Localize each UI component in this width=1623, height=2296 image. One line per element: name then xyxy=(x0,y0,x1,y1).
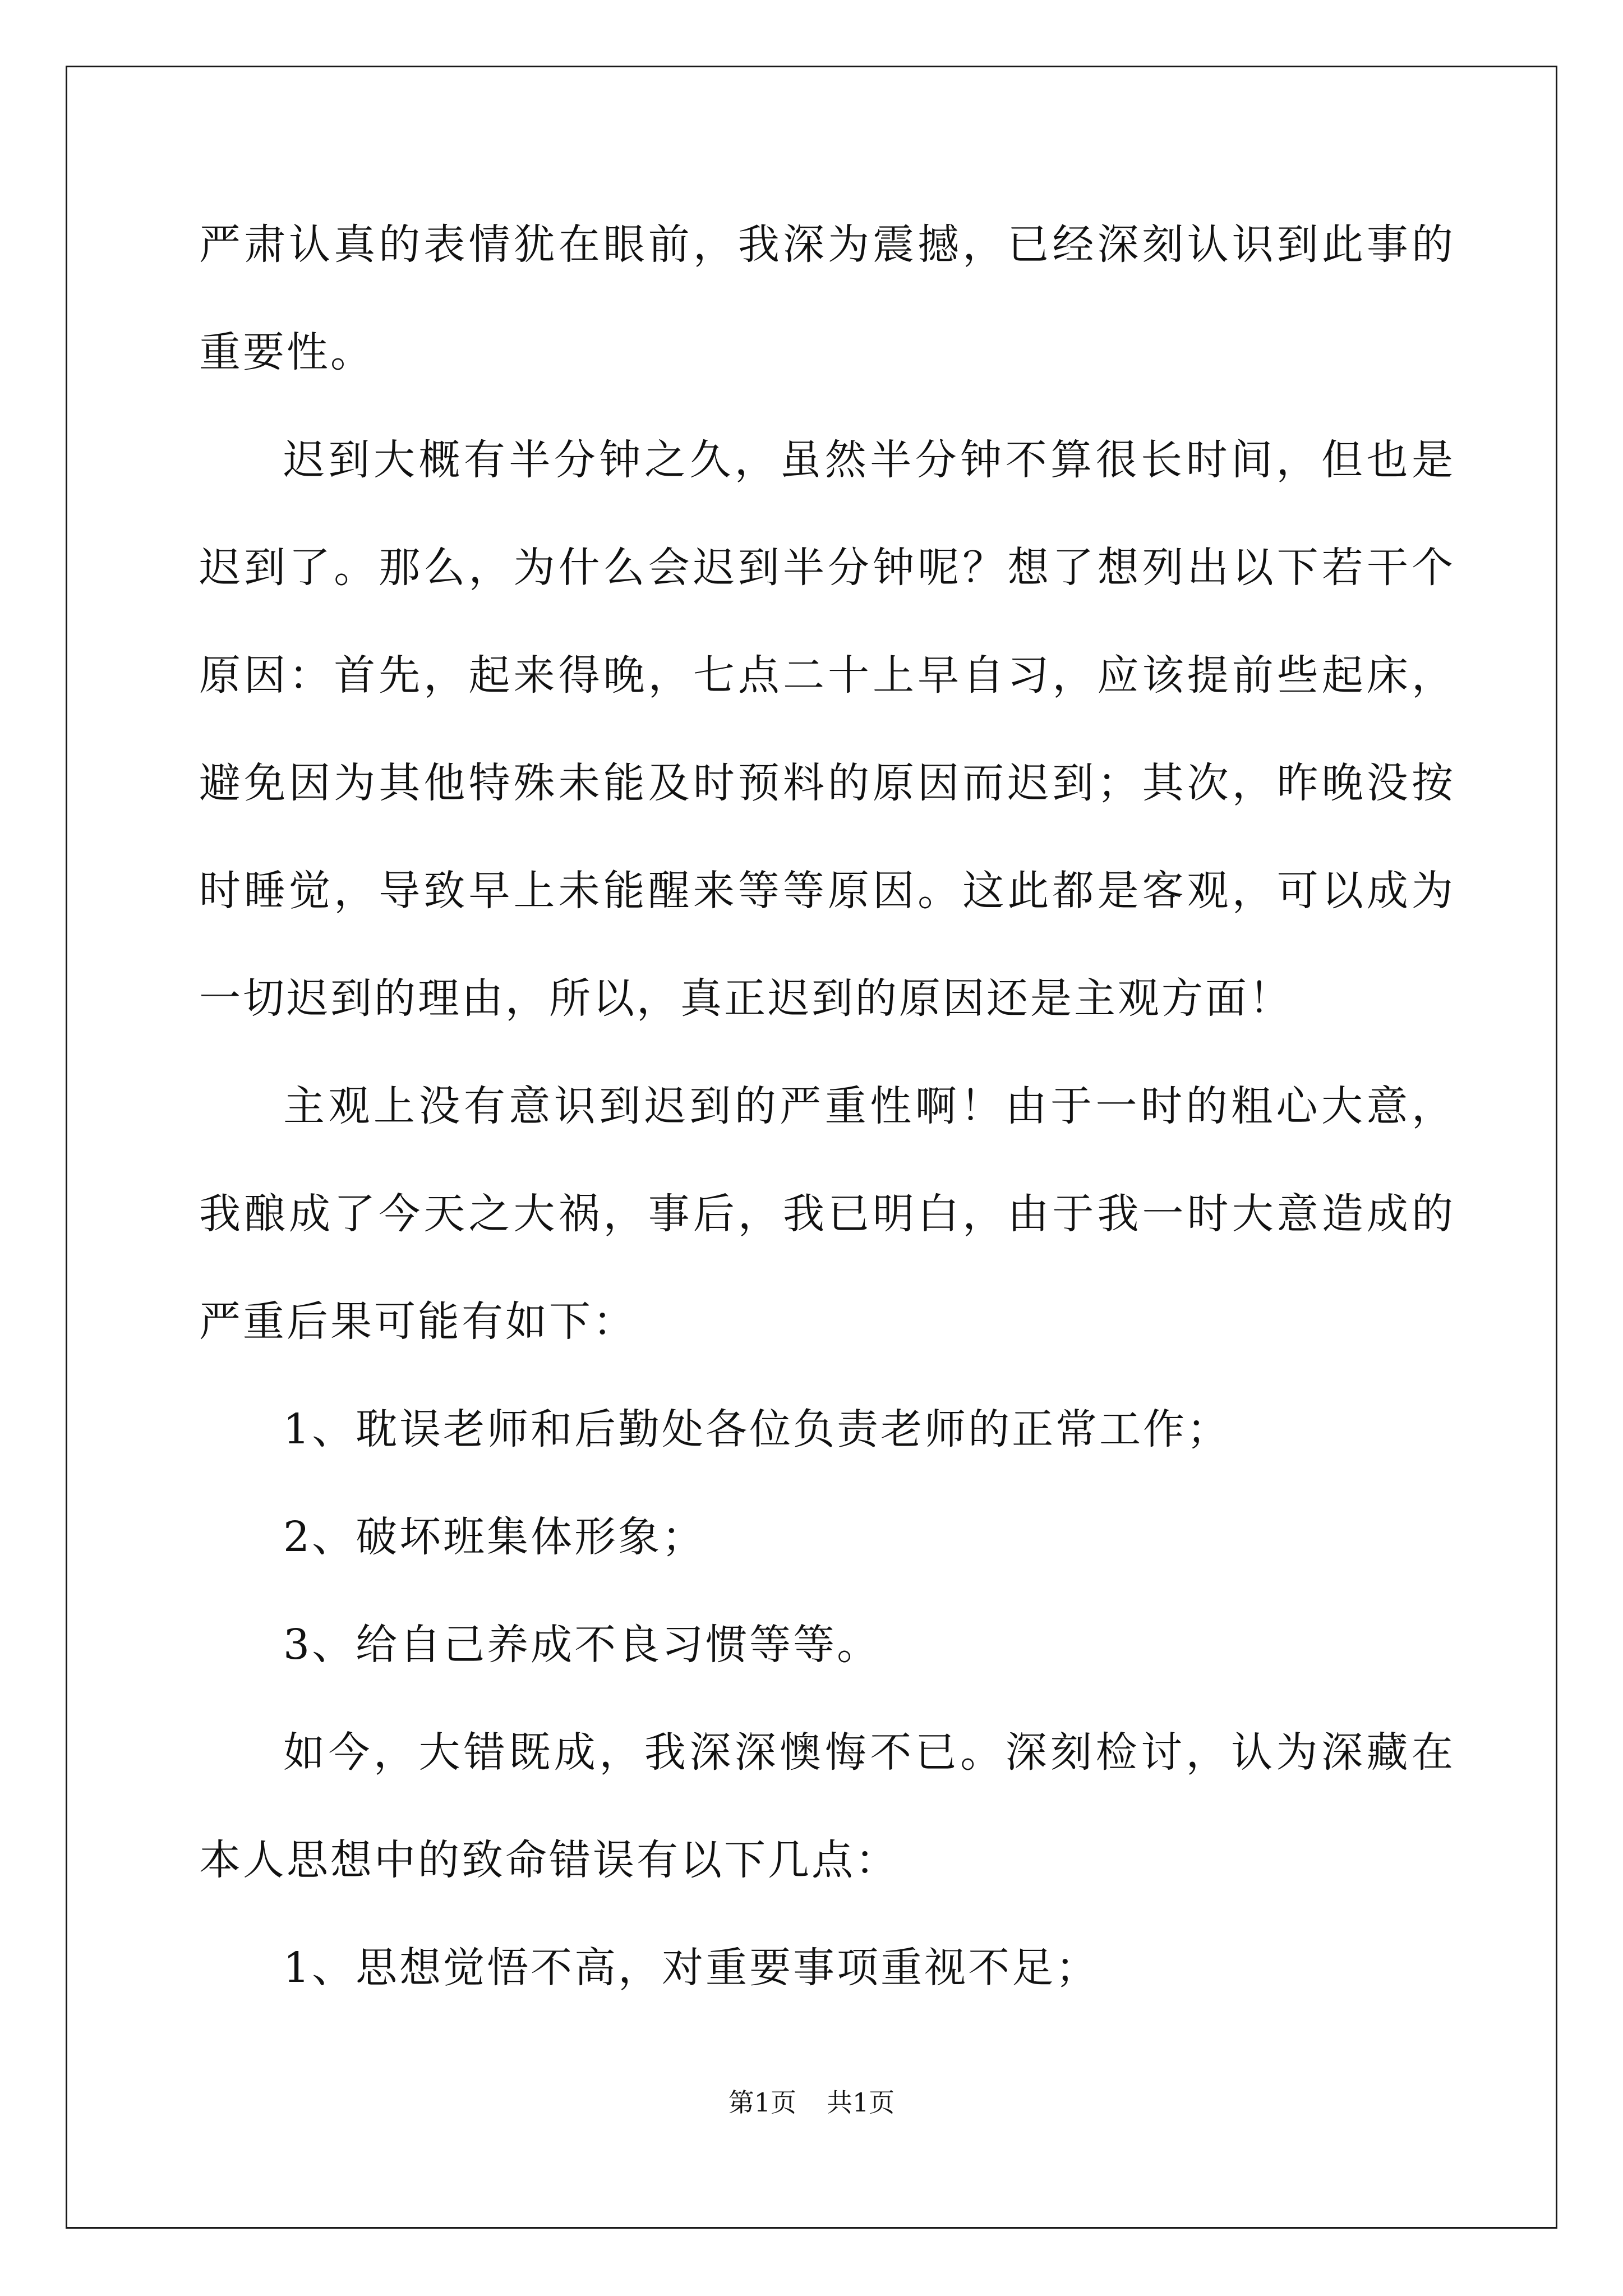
list-item-consequence-1: 1、耽误老师和后勤处各位负责老师的正常工作； xyxy=(283,1405,1231,1453)
page-number-current: 第1页 xyxy=(728,2087,796,2118)
paragraph-3: 主观上没有意识到迟到的严重性啊！由于一时的粗心大意，我酿成了今天之大祸，事后，我已明白，由于我一时大意造成的严重后果可能有如下： xyxy=(199,1082,1455,1346)
paragraph-2: 迟到大概有半分钟之久，虽然半分钟不算很长时间，但也是迟到了。那么，为什么会迟到半分钟呢？想了想列出以下若干个原因：首先，起来得晚，七点二十上早自习，应该提前些起床，避免因为其他特殊未能及时预料的原因而迟到；其次，昨晚没按时睡觉，导致早上未能醒来等等原因。这此都是客观，可以成为一切迟到的理由，所以，真正迟到的原因还是主观方面！ xyxy=(199,436,1455,1023)
page-number-total: 共1页 xyxy=(827,2087,895,2118)
paragraph-1: 严肃认真的表情犹在眼前，我深为震撼，已经深刻认识到此事的重要性。 xyxy=(199,220,1455,376)
list-item-error-1: 1、思想觉悟不高，对重要事项重视不足； xyxy=(283,1944,1100,1992)
paragraph-reflection: 如今，大错既成，我深深懊悔不已。深刻检讨，认为深藏在本人思想中的致命错误有以下几点： xyxy=(199,1728,1455,1884)
page-footer xyxy=(0,2082,1623,2119)
list-item-consequence-3: 3、给自己养成不良习惯等等。 xyxy=(283,1621,881,1669)
list-item-consequence-2: 2、破坏班集体形象； xyxy=(283,1513,706,1561)
document-body xyxy=(199,191,1455,2022)
